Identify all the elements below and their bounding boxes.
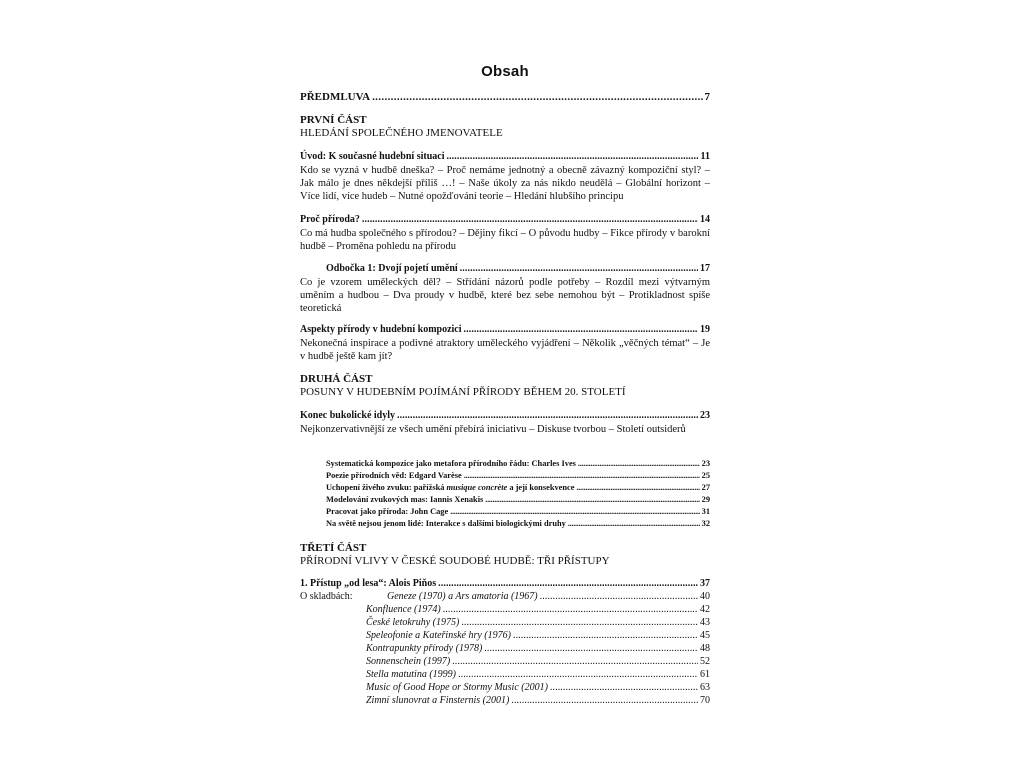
work-entry (366, 682, 710, 693)
part1-heading: PRVNÍ ČÁST (300, 114, 367, 126)
page-title: Obsah (481, 63, 529, 80)
leader-dots (550, 682, 698, 693)
subentry-title: Systematická kompozice jako metafora přírodního řádu: Charles Ives (326, 459, 576, 468)
toc-subentry (326, 483, 710, 492)
work-entry (366, 656, 710, 667)
toc-entry-odbocka (326, 263, 710, 274)
subentry-title-italic: musique concrète (446, 483, 508, 492)
entry-page: 23 (700, 410, 710, 421)
subentry-page: 25 (701, 471, 710, 480)
entry-description: Nejkonzervativnější ze všech umění přebírá iniciativu – Diskuse tvorbou – Století outsiderů (300, 424, 686, 435)
leader-dots (460, 263, 698, 274)
work-entry (366, 630, 710, 641)
entry-description: Nekonečná inspirace a podivné atraktory uměleckého vyjádření – Několik „věčných témat“ – Je v hudbě ještě kam jít? (300, 338, 710, 363)
leader-dots (450, 507, 699, 516)
work-title: Geneze (1970) a Ars amatoria (1967) (387, 591, 538, 602)
leader-dots (464, 471, 700, 480)
leader-dots (484, 643, 698, 654)
entry-title: 1. Přístup „od lesa“: Alois Piňos (300, 578, 437, 589)
work-title: Sonnenschein (1997) (366, 656, 451, 667)
work-page: 61 (700, 669, 710, 680)
leader-dots (578, 459, 700, 468)
entry-page: 14 (700, 214, 710, 225)
leader-dots (452, 656, 698, 667)
toc-entry (300, 410, 710, 421)
work-entry (366, 669, 710, 680)
entry-title: Proč příroda? (300, 214, 360, 225)
leader-dots (540, 591, 698, 602)
leader-dots (458, 669, 698, 680)
leader-dots (568, 519, 700, 528)
work-page: 43 (700, 617, 710, 628)
subentry-title: Poezie přírodních věd: Edgard Varèse (326, 471, 462, 480)
leader-dots (397, 410, 698, 421)
work-title: Kontrapunkty přírody (1978) (366, 643, 483, 654)
work-entry (366, 604, 710, 615)
work-page: 70 (700, 695, 710, 706)
work-title: Stella matutina (1999) (366, 669, 456, 680)
entry-title: PŘEDMLUVA (300, 91, 371, 103)
entry-description: Co je vzorem uměleckých děl? – Střídání názorů podle potřeby – Rozdíl mezi výtvarným uměním a hudbou – Dva proudy v hudbě, které bez sebe nemohou být – Protikladnost spíše teoretická (300, 277, 710, 315)
subentry-page: 27 (701, 483, 710, 492)
subentry-page: 29 (701, 495, 710, 504)
work-entry (366, 695, 710, 706)
subentry-page: 31 (701, 507, 710, 516)
entry-page: 11 (700, 151, 710, 162)
work-entry (366, 643, 710, 654)
leader-dots (372, 91, 702, 103)
leader-dots (443, 604, 698, 615)
part3-subtitle: PŘÍRODNÍ VLIVY V ČESKÉ SOUDOBÉ HUDBĚ: TŘI PŘÍSTUPY (300, 555, 610, 567)
entry-page: 37 (700, 578, 710, 589)
toc-entry (300, 214, 710, 225)
leader-dots (511, 695, 698, 706)
work-page: 63 (700, 682, 710, 693)
toc-subentry (326, 507, 710, 516)
entry-title: Úvod: K současné hudební situaci (300, 151, 445, 162)
leader-dots (464, 324, 698, 335)
work-page: 42 (700, 604, 710, 615)
work-page: 48 (700, 643, 710, 654)
part1-subtitle: HLEDÁNÍ SPOLEČNÉHO JMENOVATELE (300, 127, 503, 139)
leader-dots (362, 214, 698, 225)
subentry-title: Modelování zvukových mas: Iannis Xenakis (326, 495, 484, 504)
toc-entry (300, 324, 710, 335)
toc-entry-predmluva (300, 91, 710, 103)
leader-dots (485, 495, 699, 504)
leader-dots (513, 630, 698, 641)
subentry-title-b: a její konsekvence (507, 483, 575, 492)
work-title: České letokruhy (1975) (366, 617, 460, 628)
toc-page (300, 0, 710, 768)
toc-subentry (326, 519, 710, 528)
work-title: Zimní slunovrat a Finsternis (2001) (366, 695, 510, 706)
entry-title: Konec bukolické idyly (300, 410, 396, 421)
work-page: 45 (700, 630, 710, 641)
entry-page: 19 (700, 324, 710, 335)
leader-dots (576, 483, 699, 492)
subentry-page: 32 (701, 519, 710, 528)
entry-title: Aspekty přírody v hudební kompozici (300, 324, 462, 335)
part2-subtitle: POSUNY V HUDEBNÍM POJÍMÁNÍ PŘÍRODY BĚHEM 20. STOLETÍ (300, 386, 626, 398)
subentry-title (326, 483, 574, 492)
works-prefix: O skladbách: (300, 591, 353, 602)
leader-dots (446, 151, 698, 162)
toc-subentry (326, 471, 710, 480)
leader-dots (461, 617, 698, 628)
entry-description: Co má hudba společného s přírodou? – Dějiny fikcí – O původu hudby – Fikce přírody v barokní hudbě – Proměna pohledu na přírodu (300, 228, 710, 253)
entry-page: 7 (704, 91, 710, 103)
toc-subentry (326, 459, 710, 468)
toc-entry (300, 151, 710, 162)
subentry-page: 23 (701, 459, 710, 468)
toc-entry (300, 578, 710, 589)
subentry-title: Na světě nejsou jenom lidé: Interakce s dalšími biologickými druhy (326, 519, 566, 528)
work-entry (366, 617, 710, 628)
entry-description: Kdo se vyzná v hudbě dneška? – Proč nemáme jednotný a obecně závazný kompoziční styl? – Jak málo je dnes někdejší příliš …! – Naše úkoly za nás nikdo neudělá – Globální horizont – Více lidí, více hudeb – Nutné opožďování teorie – Hledání hlubšího principu (300, 165, 710, 203)
work-title: Speleofonie a Kateřinské hry (1976) (366, 630, 511, 641)
work-title: Konfluence (1974) (366, 604, 441, 615)
leader-dots (438, 578, 698, 589)
subentry-title: Pracovat jako příroda: John Cage (326, 507, 449, 516)
work-entry (387, 591, 710, 602)
entry-title: Odbočka 1: Dvojí pojetí umění (326, 263, 458, 274)
work-page: 40 (700, 591, 710, 602)
work-page: 52 (700, 656, 710, 667)
part2-heading: DRUHÁ ČÁST (300, 373, 373, 385)
subentry-title-a: Uchopení živého zvuku: pařížská (326, 483, 447, 492)
part3-heading: TŘETÍ ČÁST (300, 542, 367, 554)
work-title: Music of Good Hope or Stormy Music (2001) (366, 682, 548, 693)
entry-page: 17 (700, 263, 710, 274)
toc-subentry (326, 495, 710, 504)
